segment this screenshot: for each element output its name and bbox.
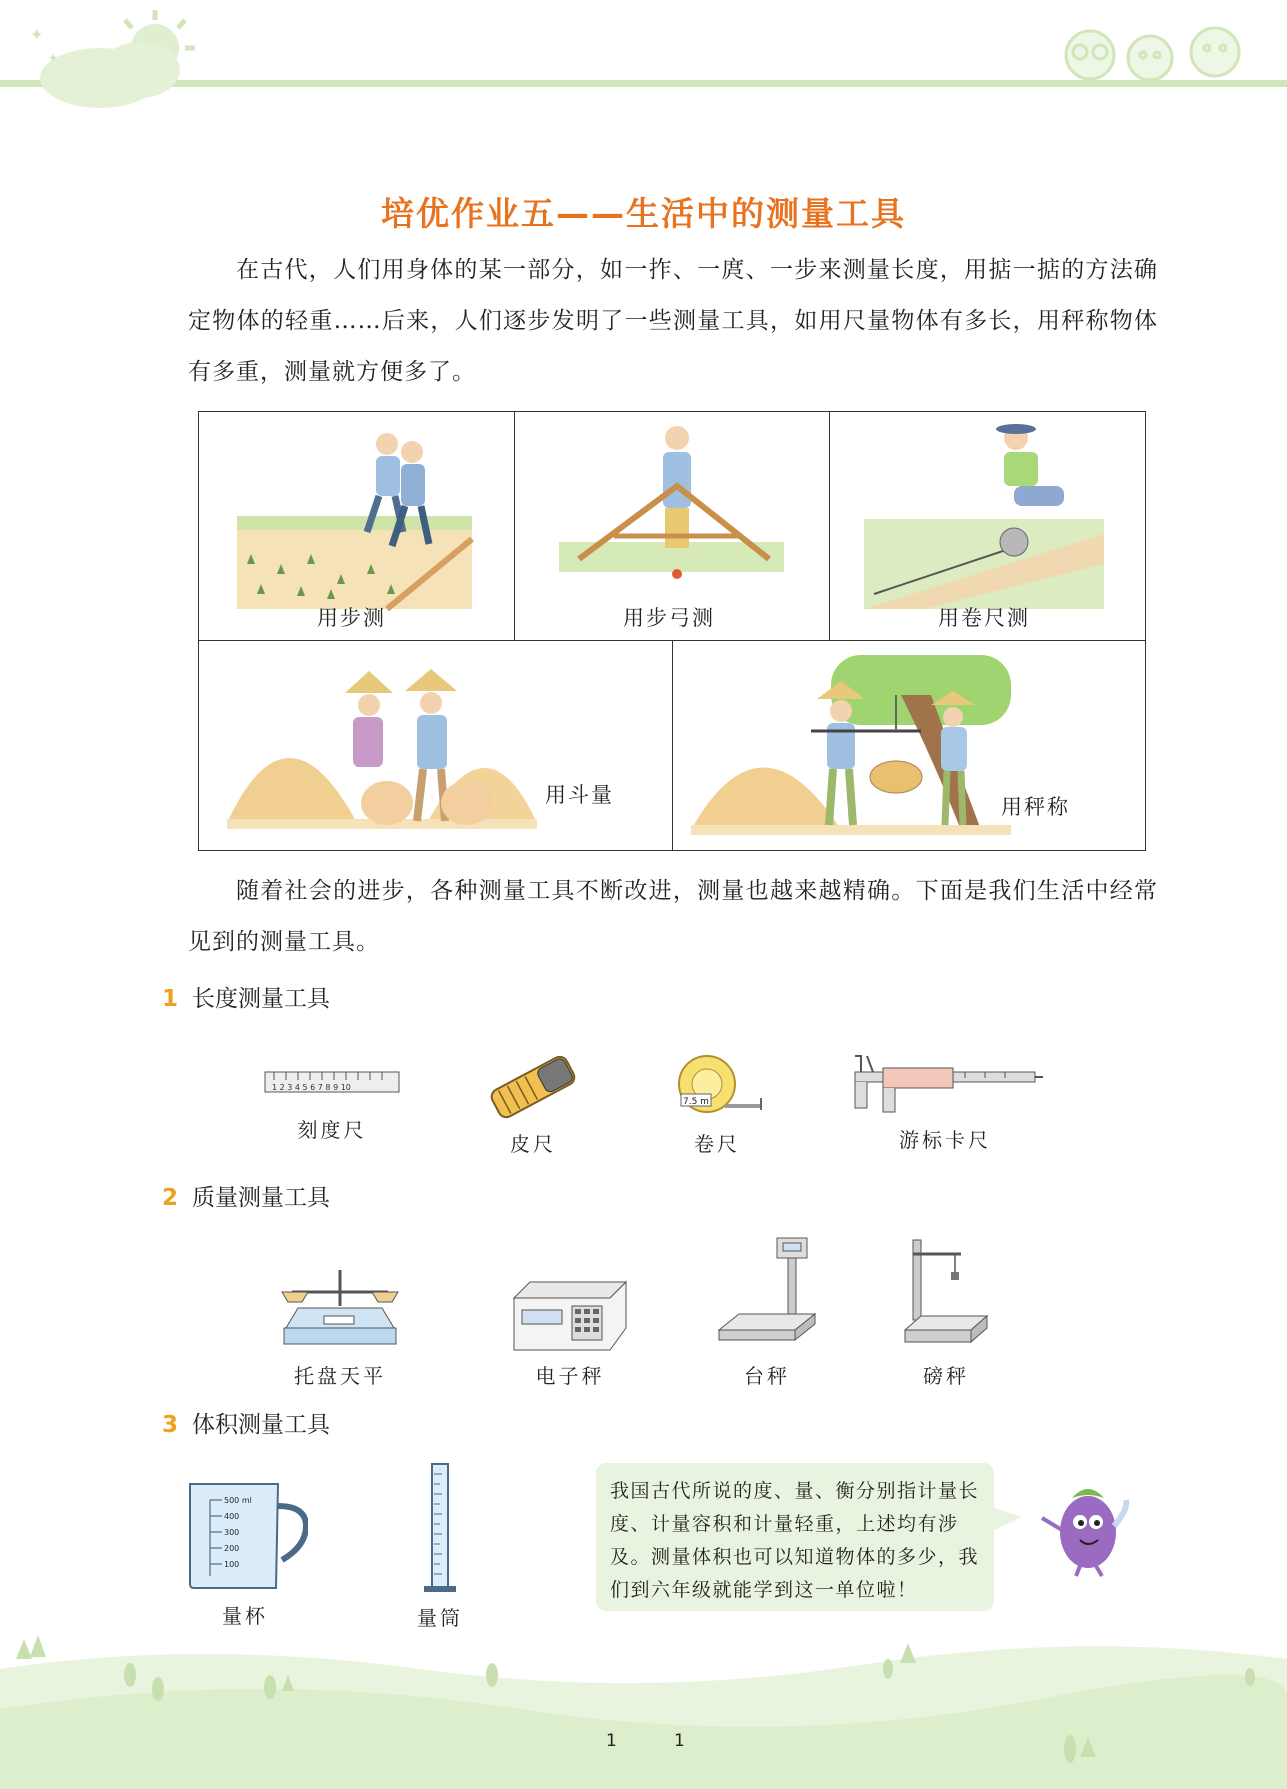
tool-label: 量杯 <box>222 1604 268 1628</box>
steelyard-illustration <box>691 655 1011 835</box>
picture-step <box>199 412 515 641</box>
picture-bow <box>515 412 830 641</box>
tool-leather-tape <box>478 1052 588 1157</box>
tool-label: 卷尺 <box>694 1132 740 1156</box>
tool-label: 电子秤 <box>535 1364 605 1388</box>
intro-paragraph: 在古代，人们用身体的某一部分，如一拃、一庹、一步来测量长度，用掂一掂的方法确定物体的轻重……后来，人们逐步发明了一些测量工具，如用尺量物体有多长，用秤称物体有多重，测量就方便多了。 <box>188 257 1158 385</box>
tray-balance-icon <box>278 1262 402 1354</box>
tip-bubble: 我国古代所说的度、量、衡分别指计量长度、计量容积和计量轻重，上述均有涉及。测量体积也可以知道物体的多少，我们到六年级就能学到这一单位啦！ <box>596 1463 994 1611</box>
picture-steelyard <box>673 641 1145 850</box>
picture-caption: 用秤称 <box>1001 795 1070 819</box>
ruler-icon <box>264 1068 400 1096</box>
tool-label: 刻度尺 <box>297 1118 367 1142</box>
footer-landscape-decoration <box>0 1629 1287 1789</box>
tool-label: 游标卡尺 <box>899 1128 991 1152</box>
picture-caption: 用卷尺测 <box>938 606 1030 630</box>
tool-caliper <box>840 1050 1050 1153</box>
picture-caption: 用步弓测 <box>623 606 715 630</box>
tape-mark: 7.5 m <box>683 1097 709 1107</box>
tool-balance <box>275 1262 405 1389</box>
progress-paragraph: 随着社会的进步，各种测量工具不断改进，测量也越来越精确。下面是我们生活中经常见到的测量工具。 <box>188 878 1158 955</box>
ruler-digits: 1 2 3 4 5 6 7 8 9 10 <box>272 1083 351 1092</box>
page-number-left: 1 <box>606 1731 617 1751</box>
section-title: 体积测量工具 <box>192 1412 330 1438</box>
picture-dou <box>199 641 673 850</box>
section-number: 1 <box>162 986 179 1012</box>
ancient-measuring-picture-grid <box>198 411 1146 851</box>
sun-cloud-icon <box>30 10 195 108</box>
platform-scale-icon <box>717 1236 817 1354</box>
vernier-caliper-icon <box>845 1050 1045 1120</box>
beaker-mark: 300 <box>224 1528 240 1537</box>
tool-ruler <box>262 1068 402 1143</box>
picture-caption: 用斗量 <box>545 783 614 807</box>
svg-text:✦: ✦ <box>48 51 59 65</box>
leather-tape-icon <box>483 1052 583 1122</box>
tool-label: 量筒 <box>417 1606 463 1630</box>
electronic-scale-icon <box>508 1278 632 1354</box>
beaker-mark: 200 <box>224 1544 240 1553</box>
beaker-mark: 500 ml <box>224 1496 252 1505</box>
tool-label: 台秤 <box>744 1364 790 1388</box>
section-number: 3 <box>162 1412 179 1438</box>
bow-measure-illustration <box>559 424 789 614</box>
animal-friends-icon <box>1066 28 1239 80</box>
measuring-cup-icon <box>182 1480 308 1592</box>
pound-scale-icon <box>901 1238 991 1354</box>
picture-tape <box>830 412 1145 641</box>
section-volume-heading <box>162 1406 330 1439</box>
section-title: 长度测量工具 <box>192 986 330 1012</box>
header-decoration <box>0 0 1287 120</box>
dou-measure-illustration <box>227 653 537 833</box>
tape-measure-illustration <box>864 424 1104 614</box>
tool-platform-scale <box>712 1236 822 1389</box>
page-title: 培优作业五——生活中的测量工具 <box>381 194 906 233</box>
page-number-right: 1 <box>674 1731 685 1751</box>
tool-graduated-cylinder <box>400 1462 480 1631</box>
tool-label: 磅秤 <box>923 1364 969 1388</box>
step-measure-illustration <box>237 424 477 614</box>
picture-caption: 用步测 <box>317 606 386 630</box>
tool-measuring-cup <box>180 1480 310 1629</box>
tool-tape-measure <box>662 1052 772 1157</box>
graduated-cylinder-icon <box>420 1462 460 1594</box>
section-length-heading <box>162 980 330 1013</box>
tool-label: 皮尺 <box>510 1132 556 1156</box>
tool-label: 托盘天平 <box>294 1364 386 1388</box>
beaker-mark: 400 <box>224 1512 240 1521</box>
beaker-mark: 100 <box>224 1560 240 1569</box>
eggplant-mascot-icon <box>1036 1470 1136 1580</box>
section-title: 质量测量工具 <box>192 1185 330 1211</box>
tool-electronic-scale <box>505 1278 635 1389</box>
tool-weighbridge-scale <box>896 1238 996 1389</box>
tape-measure-icon <box>669 1052 765 1122</box>
section-number: 2 <box>162 1185 179 1211</box>
section-mass-heading <box>162 1179 330 1212</box>
svg-text:✦: ✦ <box>30 25 44 44</box>
